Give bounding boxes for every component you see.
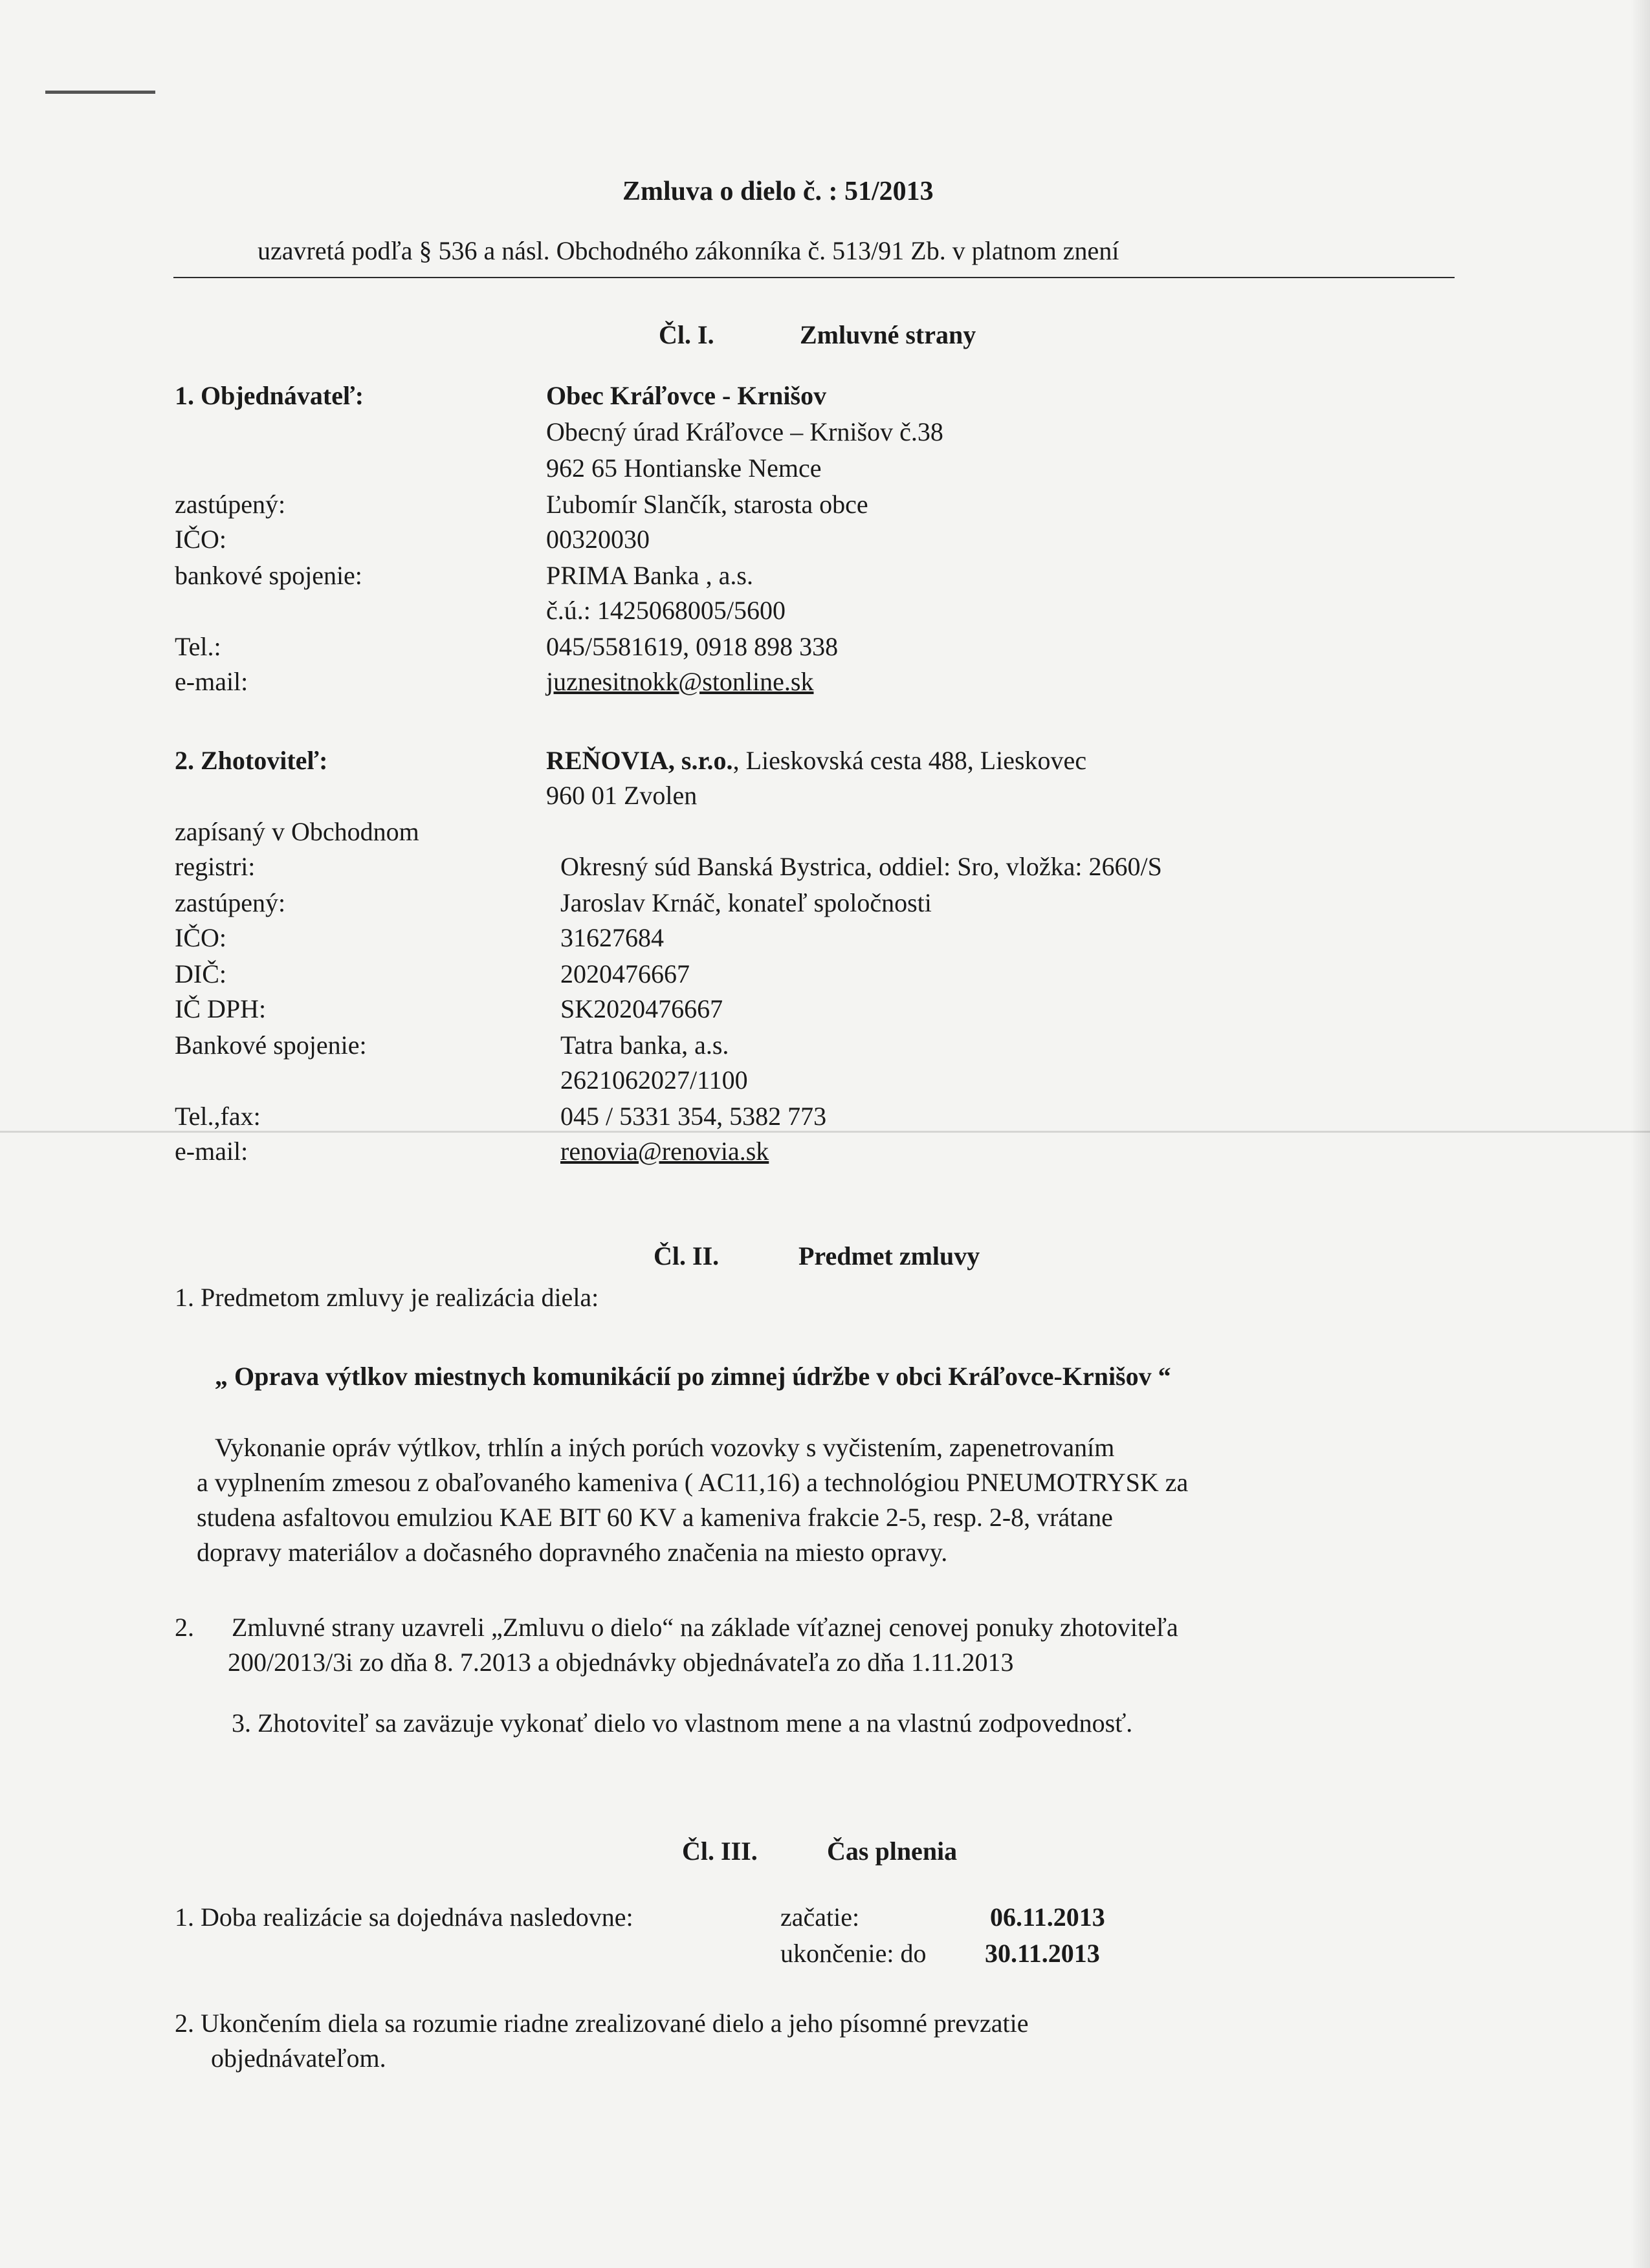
end-label: ukončenie: do bbox=[780, 1939, 927, 1968]
article-2-item-1: 1. Predmetom zmluvy je realizácia diela: bbox=[175, 1283, 599, 1312]
party1-account: č.ú.: 1425068005/5600 bbox=[546, 596, 786, 625]
article-1-heading: Zmluvné strany bbox=[800, 320, 976, 349]
article-3-item-1: 1. Doba realizácie sa dojednáva nasledovne: bbox=[175, 1903, 633, 1932]
party1-label: 1. Objednávateľ: bbox=[175, 381, 364, 410]
party2-ico-label: IČO: bbox=[175, 923, 226, 952]
party2-bank-label: Bankové spojenie: bbox=[175, 1030, 367, 1060]
party2-account: 2621062027/1100 bbox=[560, 1065, 748, 1095]
party1-rep-label: zastúpený: bbox=[175, 490, 286, 519]
scan-mark bbox=[45, 91, 155, 94]
party1-name: Obec Kráľovce - Krnišov bbox=[546, 381, 827, 410]
work-description-line-2: a vyplnením zmesou z obaľovaného kameniva ( AC11,16) a technológiou PNEUMOTRYSK za bbox=[197, 1468, 1189, 1497]
end-date: 30.11.2013 bbox=[985, 1939, 1100, 1968]
party2-tel-label: Tel.,fax: bbox=[175, 1102, 261, 1131]
start-label: začatie: bbox=[780, 1903, 860, 1932]
article-3-item-2-line-2: objednávateľom. bbox=[211, 2044, 386, 2073]
work-description-line-1: Vykonanie opráv výtlkov, trhlín a iných porúch vozovky s vyčistením, zapenetrovaním bbox=[215, 1433, 1115, 1462]
party1-email-link[interactable]: juznesitnokk@stonline.sk bbox=[546, 667, 814, 696]
party1-ico-label: IČO: bbox=[175, 525, 226, 554]
party1-email-label: e-mail: bbox=[175, 667, 248, 696]
article-3-number: Čl. III. bbox=[682, 1837, 758, 1866]
party2-register: Okresný súd Banská Bystrica, oddiel: Sro, vložka: 2660/S bbox=[560, 852, 1162, 881]
article-2-item-3: 3. Zhotoviteľ sa zaväzuje vykonať dielo vo vlastnom mene a na vlastnú zodpovednosť. bbox=[232, 1708, 1133, 1738]
party2-rep-label: zastúpený: bbox=[175, 888, 286, 917]
party2-dic: 2020476667 bbox=[560, 959, 690, 988]
article-3-heading: Čas plnenia bbox=[827, 1837, 958, 1866]
party1-bank: PRIMA Banka , a.s. bbox=[546, 561, 753, 590]
article-2-item-2-line-1: Zmluvné strany uzavreli „Zmluvu o dielo“ na základe víťaznej cenovej ponuky zhotoviteľa bbox=[232, 1613, 1178, 1642]
article-3-item-2-line-1: 2. Ukončením diela sa rozumie riadne zrealizované dielo a jeho písomné prevzatie bbox=[175, 2009, 1029, 2038]
party1-tel: 045/5581619, 0918 898 338 bbox=[546, 632, 839, 661]
article-2-item-2-line-2: 200/2013/3i zo dňa 8. 7.2013 a objednávky objednávateľa zo dňa 1.11.2013 bbox=[228, 1648, 1014, 1677]
party1-ico: 00320030 bbox=[546, 525, 650, 554]
party2-reg-label-2: registri: bbox=[175, 852, 256, 881]
party1-address-2: 962 65 Hontianske Nemce bbox=[546, 453, 822, 483]
article-2-item-2-number: 2. bbox=[175, 1613, 194, 1642]
contract-title: Zmluva o dielo č. : 51/2013 bbox=[622, 177, 934, 206]
work-description-line-3: studena asfaltovou emulziou KAE BIT 60 KV a kameniva frakcie 2-5, resp. 2-8, vrátane bbox=[197, 1503, 1113, 1532]
party2-label: 2. Zhotoviteľ: bbox=[175, 746, 328, 775]
party1-address-1: Obecný úrad Kráľovce – Krnišov č.38 bbox=[546, 417, 943, 446]
party2-icdph: SK2020476667 bbox=[560, 994, 723, 1023]
start-date: 06.11.2013 bbox=[990, 1903, 1105, 1932]
contract-subtitle: uzavretá podľa § 536 a násl. Obchodného zákonníka č. 513/91 Zb. v platnom znení bbox=[258, 236, 1119, 265]
article-1-number: Čl. I. bbox=[659, 320, 714, 349]
header-rule bbox=[173, 277, 1455, 278]
party2-address-1 bbox=[546, 745, 1086, 776]
party2-tel: 045 / 5331 354, 5382 773 bbox=[560, 1102, 827, 1131]
party2-address-2: 960 01 Zvolen bbox=[546, 781, 698, 810]
party1-bank-label: bankové spojenie: bbox=[175, 561, 362, 590]
party2-dic-label: DIČ: bbox=[175, 959, 226, 988]
party2-icdph-label: IČ DPH: bbox=[175, 994, 267, 1023]
party2-name: REŇOVIA, s.r.o. bbox=[546, 746, 733, 775]
party2-ico: 31627684 bbox=[560, 923, 664, 952]
page-edge-shadow bbox=[1631, 0, 1650, 2268]
work-description-line-4: dopravy materiálov a dočasného dopravného značenia na miesto opravy. bbox=[197, 1538, 948, 1567]
party2-email-link[interactable]: renovia@renovia.sk bbox=[560, 1137, 769, 1166]
party1-rep: Ľubomír Slančík, starosta obce bbox=[546, 490, 868, 519]
party2-reg-label-1: zapísaný v Obchodnom bbox=[175, 817, 419, 846]
party2-rep: Jaroslav Krnáč, konateľ spoločnosti bbox=[560, 888, 932, 917]
party2-bank: Tatra banka, a.s. bbox=[560, 1030, 729, 1060]
article-2-heading: Predmet zmluvy bbox=[798, 1241, 980, 1270]
party1-tel-label: Tel.: bbox=[175, 632, 221, 661]
work-title: „ Oprava výtlkov miestnych komunikácií po zimnej údržbe v obci Kráľovce-Krnišov “ bbox=[215, 1362, 1171, 1391]
party2-address-rest: , Lieskovská cesta 488, Lieskovec bbox=[732, 746, 1087, 775]
party2-email-label: e-mail: bbox=[175, 1137, 248, 1166]
article-2-number: Čl. II. bbox=[654, 1241, 720, 1270]
